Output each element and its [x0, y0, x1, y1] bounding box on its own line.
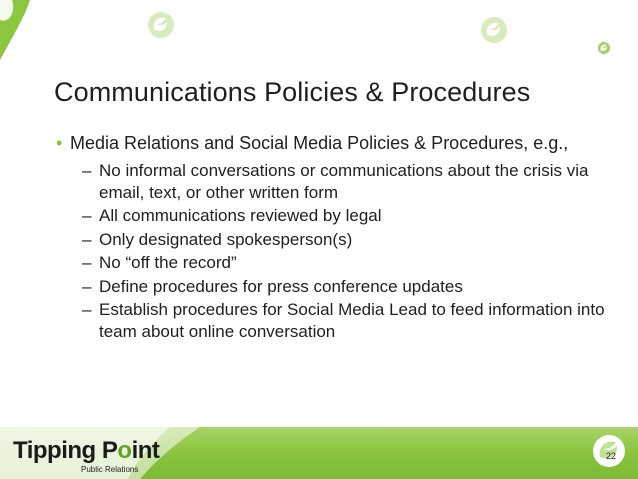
dash-icon: –	[82, 300, 92, 319]
page-number: 22	[606, 451, 617, 461]
slide-title: Communications Policies & Procedures	[54, 77, 531, 107]
bullet-item	[56, 132, 616, 154]
leaf-swirl-icon	[479, 15, 509, 45]
bullet-text: Media Relations and Social Media Policies & Procedures, e.g.,	[70, 133, 569, 153]
leaf-swirl-icon	[146, 10, 176, 40]
dash-icon: –	[82, 206, 92, 225]
bullet-icon: •	[56, 133, 63, 153]
sub-bullet-item: – All communications reviewed by legal	[82, 206, 382, 225]
sub-bullet-item: – Define procedures for press conference updates	[82, 276, 463, 296]
sub-bullet-item: – Only designated spokesperson(s)	[82, 229, 353, 249]
dash-icon: –	[82, 276, 92, 296]
dash-icon: –	[82, 229, 92, 249]
sub-bullet-item: – Establish procedures for Social Media Lead to feed information into team about online conversation	[82, 300, 605, 341]
leaf-swirl-icon	[597, 41, 611, 55]
sub-bullet-item: – No “off the record”	[82, 253, 237, 272]
company-logo	[13, 437, 160, 474]
sub-bullet-list	[82, 160, 616, 342]
sub-bullet-item: – No informal conversations or communications about the crisis via email, text, or other written form	[82, 161, 589, 202]
slide-body	[56, 132, 616, 344]
corner-swirl-icon	[0, 0, 30, 60]
logo-wordmark: Tipping Point	[13, 437, 160, 464]
dash-icon: –	[82, 253, 92, 272]
dash-icon: –	[82, 161, 92, 180]
logo-tagline: Public Relations	[81, 465, 139, 474]
